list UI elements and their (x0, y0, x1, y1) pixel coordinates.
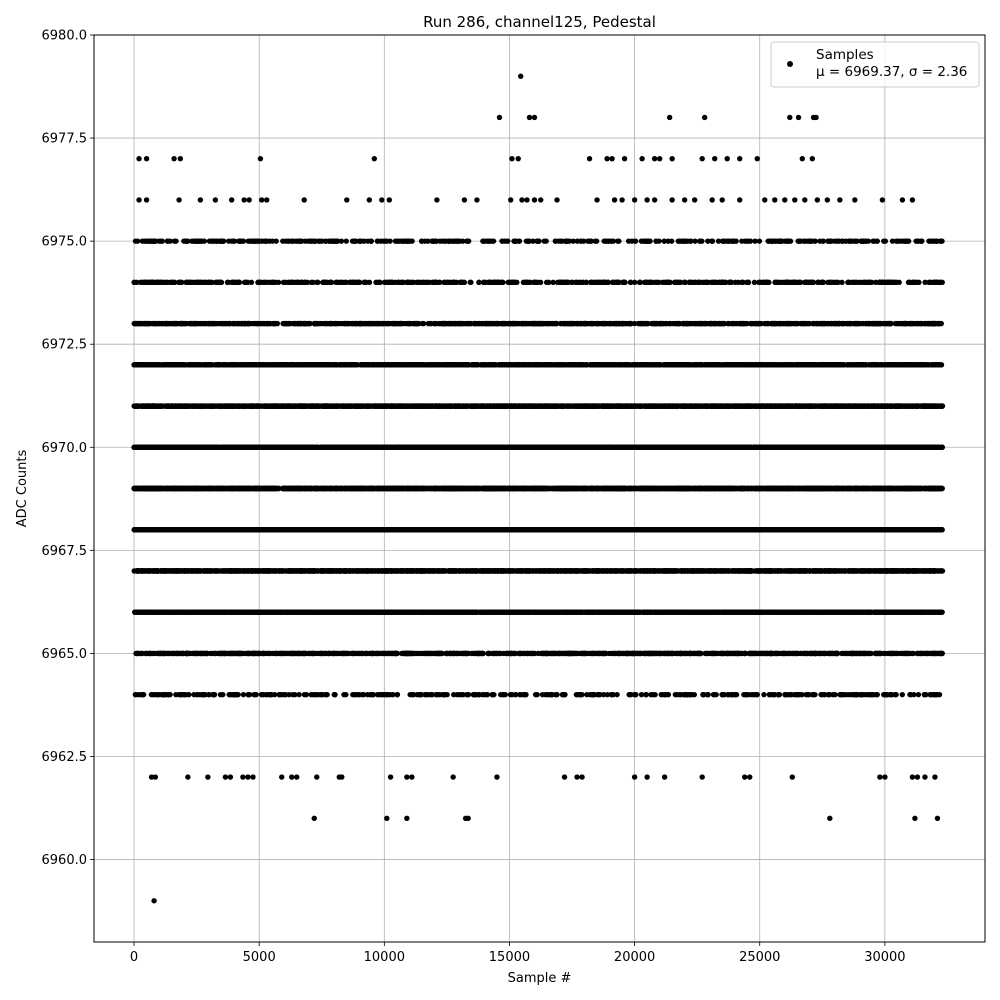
data-point (769, 692, 774, 697)
data-point (155, 651, 160, 656)
data-point (284, 651, 289, 656)
data-point (384, 609, 389, 614)
data-point (444, 651, 449, 656)
data-point (339, 651, 344, 656)
data-point (547, 692, 552, 697)
data-point (646, 651, 651, 656)
data-point (758, 609, 763, 614)
data-point (417, 651, 422, 656)
data-point (366, 609, 371, 614)
data-point (868, 692, 873, 697)
data-point (440, 609, 445, 614)
data-point (696, 651, 701, 656)
data-point (881, 609, 886, 614)
data-point (609, 692, 614, 697)
data-point (725, 651, 730, 656)
data-point (904, 609, 909, 614)
data-point (821, 651, 826, 656)
data-point (554, 692, 559, 697)
data-point (255, 651, 260, 656)
data-point (370, 692, 375, 697)
data-point (246, 651, 251, 656)
data-point (632, 692, 637, 697)
data-point (754, 692, 759, 697)
data-point (802, 609, 807, 614)
data-point (424, 609, 429, 614)
data-point (471, 692, 476, 697)
data-point (133, 692, 138, 697)
data-point (904, 651, 909, 656)
data-point (328, 609, 333, 614)
data-point (626, 609, 631, 614)
data-point (493, 609, 498, 614)
data-point (318, 651, 323, 656)
data-point (853, 692, 858, 697)
data-point (566, 651, 571, 656)
data-point (624, 651, 629, 656)
data-point (807, 609, 812, 614)
data-point (408, 651, 413, 656)
data-point (278, 609, 283, 614)
data-point (875, 692, 880, 697)
data-point (307, 651, 312, 656)
data-point (484, 609, 489, 614)
data-point (659, 692, 664, 697)
data-point (220, 692, 225, 697)
data-point (932, 651, 937, 656)
data-point (911, 651, 916, 656)
data-point (884, 692, 889, 697)
data-point (384, 692, 389, 697)
data-point (748, 651, 753, 656)
data-point (652, 692, 657, 697)
data-point (689, 651, 694, 656)
data-point (580, 609, 585, 614)
data-point (322, 609, 327, 614)
data-point (173, 692, 178, 697)
data-point (541, 651, 546, 656)
data-point (449, 651, 454, 656)
data-point (180, 692, 185, 697)
data-point (675, 651, 680, 656)
data-point (910, 609, 915, 614)
data-point (526, 651, 531, 656)
data-point (395, 651, 400, 656)
data-point (355, 692, 360, 697)
data-point (657, 651, 662, 656)
data-point (868, 609, 873, 614)
data-point (923, 651, 928, 656)
data-point (889, 609, 894, 614)
data-point (296, 692, 301, 697)
data-point (477, 692, 482, 697)
data-point (508, 651, 513, 656)
data-point (672, 609, 677, 614)
data-point (153, 692, 158, 697)
data-point (638, 651, 643, 656)
data-point (918, 609, 923, 614)
data-point (789, 692, 794, 697)
data-point (718, 651, 723, 656)
data-point (592, 651, 597, 656)
data-point (279, 651, 284, 656)
data-point (911, 692, 916, 697)
data-point (246, 609, 251, 614)
data-point (316, 609, 321, 614)
data-point (859, 692, 864, 697)
data-point (458, 651, 463, 656)
data-point (318, 692, 323, 697)
data-point (703, 609, 708, 614)
data-point (621, 609, 626, 614)
data-point (431, 609, 436, 614)
data-point (840, 609, 845, 614)
data-point (324, 692, 329, 697)
data-point (209, 609, 214, 614)
data-point (332, 692, 337, 697)
data-point (501, 692, 506, 697)
data-point (344, 651, 349, 656)
data-point (587, 692, 592, 697)
data-point (614, 692, 619, 697)
data-point (859, 609, 864, 614)
data-point (309, 609, 314, 614)
data-point (148, 651, 153, 656)
data-point (845, 609, 850, 614)
data-point (341, 692, 346, 697)
data-point (277, 692, 282, 697)
data-point (247, 692, 252, 697)
data-point (164, 651, 169, 656)
data-point (149, 692, 154, 697)
data-point (807, 651, 812, 656)
data-point (266, 651, 271, 656)
data-point (469, 651, 474, 656)
data-point (194, 651, 199, 656)
data-point (330, 651, 335, 656)
data-point (268, 692, 273, 697)
data-point (483, 692, 488, 697)
data-point (606, 609, 611, 614)
data-point (626, 692, 631, 697)
data-point (490, 692, 495, 697)
data-point (198, 609, 203, 614)
data-point (560, 692, 565, 697)
data-point (176, 651, 181, 656)
data-point (310, 692, 315, 697)
data-point (167, 609, 172, 614)
data-point (164, 692, 169, 697)
data-point (185, 651, 190, 656)
data-point (639, 692, 644, 697)
data-point (776, 692, 781, 697)
data-point (229, 609, 234, 614)
data-point (725, 609, 730, 614)
data-point (206, 692, 211, 697)
data-point (927, 651, 932, 656)
data-point (557, 651, 562, 656)
data-point (719, 692, 724, 697)
data-point (664, 651, 669, 656)
data-point (796, 692, 801, 697)
data-point (534, 692, 539, 697)
data-point (853, 651, 858, 656)
data-point (773, 651, 778, 656)
data-point (523, 692, 528, 697)
data-point (683, 651, 688, 656)
data-point (824, 609, 829, 614)
data-point (827, 651, 832, 656)
data-point (530, 609, 535, 614)
data-point (241, 692, 246, 697)
data-point (709, 651, 714, 656)
data-point (733, 692, 738, 697)
data-point (540, 692, 545, 697)
data-point (815, 609, 820, 614)
data-point (300, 651, 305, 656)
data-point (390, 609, 395, 614)
data-point (501, 651, 506, 656)
data-point (360, 609, 365, 614)
data-point (812, 692, 817, 697)
data-point (505, 609, 510, 614)
data-point (134, 609, 139, 614)
data-point (825, 692, 830, 697)
data-point (764, 609, 769, 614)
data-point (139, 651, 144, 656)
data-point (742, 651, 747, 656)
data-point (930, 609, 935, 614)
data-point (640, 609, 645, 614)
data-point (781, 609, 786, 614)
data-point (710, 609, 715, 614)
data-point (682, 609, 687, 614)
data-point (725, 692, 730, 697)
data-point (395, 692, 400, 697)
data-point (286, 692, 291, 697)
data-point (155, 609, 160, 614)
data-point (508, 692, 513, 697)
data-point (657, 609, 662, 614)
data-point (597, 651, 602, 656)
data-point (361, 692, 366, 697)
data-point (845, 692, 850, 697)
data-point (370, 651, 375, 656)
data-point (866, 651, 871, 656)
data-point (560, 609, 565, 614)
data-point (547, 609, 552, 614)
data-point (837, 692, 842, 697)
data-point (692, 609, 697, 614)
data-point (358, 651, 363, 656)
data-point (832, 609, 837, 614)
data-point (771, 609, 776, 614)
data-point (333, 609, 338, 614)
data-point (681, 692, 686, 697)
data-point (890, 651, 895, 656)
data-point (832, 692, 837, 697)
data-point (364, 651, 369, 656)
data-point (254, 609, 259, 614)
data-point (259, 692, 264, 697)
data-point (516, 651, 521, 656)
data-point (457, 609, 462, 614)
data-point (200, 692, 205, 697)
data-point (425, 651, 430, 656)
data-point (261, 651, 266, 656)
data-point (716, 609, 721, 614)
data-point (252, 692, 257, 697)
data-point (349, 651, 354, 656)
data-point (852, 609, 857, 614)
data-point (139, 692, 144, 697)
data-point (635, 609, 640, 614)
data-point (549, 651, 554, 656)
data-point (513, 692, 518, 697)
data-point (939, 651, 944, 656)
data-point (302, 692, 307, 697)
data-point (427, 692, 432, 697)
data-point (486, 651, 491, 656)
data-point (593, 609, 598, 614)
data-point (761, 692, 766, 697)
data-point (923, 609, 928, 614)
data-point (818, 692, 823, 697)
data-point (419, 692, 424, 697)
data-point (475, 651, 480, 656)
data-point (644, 692, 649, 697)
data-point (798, 651, 803, 656)
data-point (449, 609, 454, 614)
data-point (383, 651, 388, 656)
data-point (597, 692, 602, 697)
data-point (410, 692, 415, 697)
data-point (937, 692, 942, 697)
data-point (922, 692, 927, 697)
data-point (494, 651, 499, 656)
data-point (204, 651, 209, 656)
data-point (215, 651, 220, 656)
data-point (173, 609, 178, 614)
data-point (758, 651, 763, 656)
data-point (632, 651, 637, 656)
data-point (571, 609, 576, 614)
data-point (736, 651, 741, 656)
data-point (234, 651, 239, 656)
data-point (473, 609, 478, 614)
data-point (790, 609, 795, 614)
data-point (289, 609, 294, 614)
data-point (900, 692, 905, 697)
data-point (883, 651, 888, 656)
data-point (264, 609, 269, 614)
data-point (195, 692, 200, 697)
data-point (579, 692, 584, 697)
data-point (347, 609, 352, 614)
data-point (898, 651, 903, 656)
data-point (583, 651, 588, 656)
data-point (303, 609, 308, 614)
data-point (183, 609, 188, 614)
data-point (612, 651, 617, 656)
data-point (467, 609, 472, 614)
data-point (874, 651, 879, 656)
data-point (389, 651, 394, 656)
data-point (673, 692, 678, 697)
data-point (513, 609, 518, 614)
data-point (616, 609, 621, 614)
data-point (399, 609, 404, 614)
data-point (222, 651, 227, 656)
data-point (211, 692, 216, 697)
data-point (146, 609, 151, 614)
data-point (804, 692, 809, 697)
data-point (537, 609, 542, 614)
data-point (701, 692, 706, 697)
data-point (373, 609, 378, 614)
data-point (713, 692, 718, 697)
data-point (406, 609, 411, 614)
data-point (192, 609, 197, 614)
data-point (744, 609, 749, 614)
data-point (441, 692, 446, 697)
data-point (233, 692, 238, 697)
data-point (744, 692, 749, 697)
data-point (783, 651, 788, 656)
data-point (418, 609, 423, 614)
data-point (432, 651, 437, 656)
data-point (937, 609, 942, 614)
data-point (375, 692, 380, 697)
data-point (783, 692, 788, 697)
data-point (839, 651, 844, 656)
data-point (457, 692, 462, 697)
data-point (465, 692, 470, 697)
data-point (290, 651, 295, 656)
data-point (223, 609, 228, 614)
